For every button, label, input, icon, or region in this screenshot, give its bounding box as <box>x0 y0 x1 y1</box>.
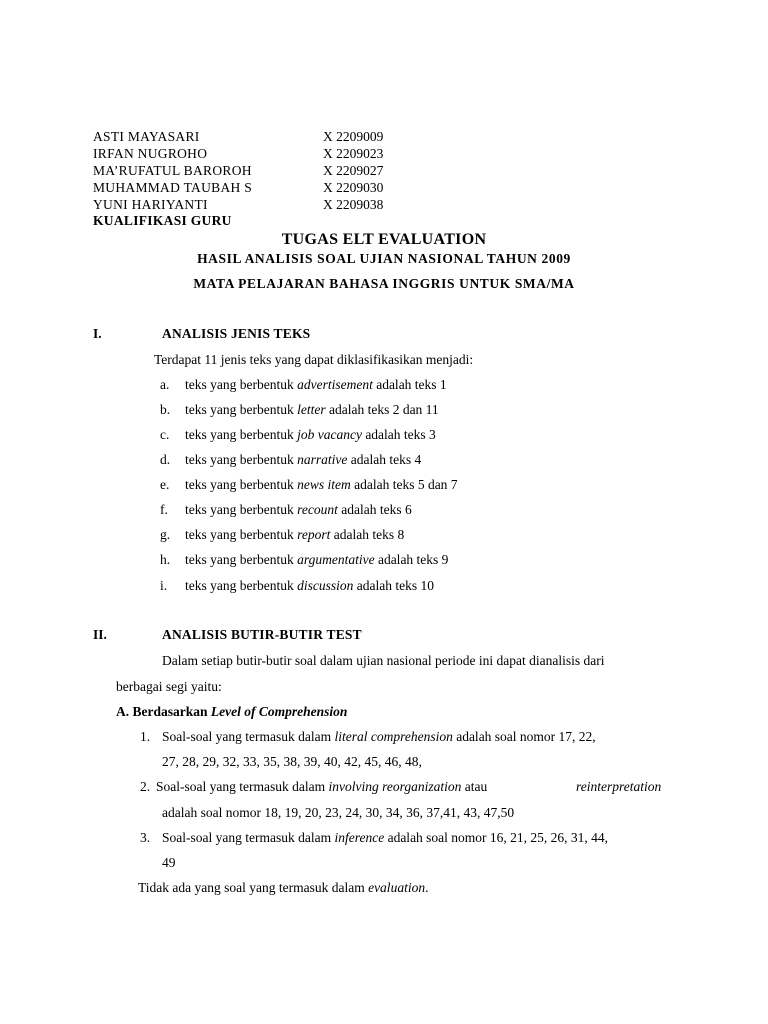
section-2-intro-line-1: Dalam setiap butir-butir soal dalam ujian nasional periode ini dapat dianalisis dari <box>162 653 605 668</box>
list-item: teks yang berbentuk argumentative adalah teks 9 <box>185 552 449 567</box>
item-2-continuation: adalah soal nomor 18, 19, 20, 23, 24, 30, 34, 36, 37,41, 43, 47,50 <box>162 805 515 820</box>
student-id: X 2209038 <box>323 197 384 212</box>
student-name: IRFAN NUGROHO <box>93 146 208 161</box>
student-id: X 2209023 <box>323 146 384 161</box>
list-item: teks yang berbentuk letter adalah teks 2 dan 11 <box>185 402 439 417</box>
item-2-text: Soal-soal yang termasuk dalam involving reorganization atau <box>156 779 488 794</box>
list-item: teks yang berbentuk discussion adalah teks 10 <box>185 578 434 593</box>
item-3-number: 3. <box>140 830 151 845</box>
list-item: teks yang berbentuk advertisement adalah teks 1 <box>185 377 447 392</box>
item-1-text: Soal-soal yang termasuk dalam literal comprehension adalah soal nomor 17, 22, <box>162 729 596 744</box>
student-name: MA’RUFATUL BAROROH <box>93 163 252 178</box>
student-id: X 2209030 <box>323 180 384 195</box>
list-item: teks yang berbentuk news item adalah teks 5 dan 7 <box>185 477 458 492</box>
document-title: TUGAS ELT EVALUATION <box>281 231 487 248</box>
item-1-number: 1. <box>140 729 151 744</box>
section-2-number: II. <box>93 627 107 642</box>
list-item: teks yang berbentuk recount adalah teks 6 <box>185 502 412 517</box>
subsection-a-heading: A. Berdasarkan Level of Comprehension <box>116 704 348 719</box>
document-subtitle-2: MATA PELAJARAN BAHASA INGGRIS UNTUK SMA/MA <box>193 276 575 291</box>
student-name: MUHAMMAD TAUBAH S <box>93 180 253 195</box>
list-marker: a. <box>160 377 170 392</box>
list-marker: b. <box>160 402 171 417</box>
student-id: X 2209009 <box>323 129 384 144</box>
item-2-number: 2. <box>140 779 151 794</box>
item-3-continuation: 49 <box>162 855 176 870</box>
section-1-number: I. <box>93 326 102 341</box>
list-item: teks yang berbentuk job vacancy adalah teks 3 <box>185 427 436 442</box>
section-1-intro: Terdapat 11 jenis teks yang dapat diklasifikasikan menjadi: <box>154 352 474 367</box>
student-name: YUNI HARIYANTI <box>93 197 208 212</box>
list-marker: d. <box>160 452 171 467</box>
list-marker: c. <box>160 427 170 442</box>
item-1-continuation: 27, 28, 29, 32, 33, 35, 38, 39, 40, 42, 45, 46, 48, <box>162 754 422 769</box>
list-marker: g. <box>160 527 171 542</box>
list-marker: h. <box>160 552 171 567</box>
list-item: teks yang berbentuk narrative adalah teks 4 <box>185 452 422 467</box>
list-marker: f. <box>160 502 168 517</box>
list-marker: e. <box>160 477 170 492</box>
list-marker: i. <box>160 578 168 593</box>
program-label: KUALIFIKASI GURU <box>93 213 232 228</box>
section-2-intro-line-2: berbagai segi yaitu: <box>116 679 222 694</box>
section-2-title: ANALISIS BUTIR-BUTIR TEST <box>162 627 362 642</box>
closing-statement: Tidak ada yang soal yang termasuk dalam evaluation. <box>138 880 429 895</box>
item-3-text: Soal-soal yang termasuk dalam inference adalah soal nomor 16, 21, 25, 26, 31, 44, <box>162 830 609 845</box>
list-item: teks yang berbentuk report adalah teks 8 <box>185 527 405 542</box>
student-name: ASTI MAYASARI <box>93 129 200 144</box>
item-2-term-2: reinterpretation <box>576 779 662 794</box>
section-1-title: ANALISIS JENIS TEKS <box>162 326 311 341</box>
student-id: X 2209027 <box>323 163 384 178</box>
document-subtitle-1: HASIL ANALISIS SOAL UJIAN NASIONAL TAHUN 2009 <box>197 251 571 266</box>
